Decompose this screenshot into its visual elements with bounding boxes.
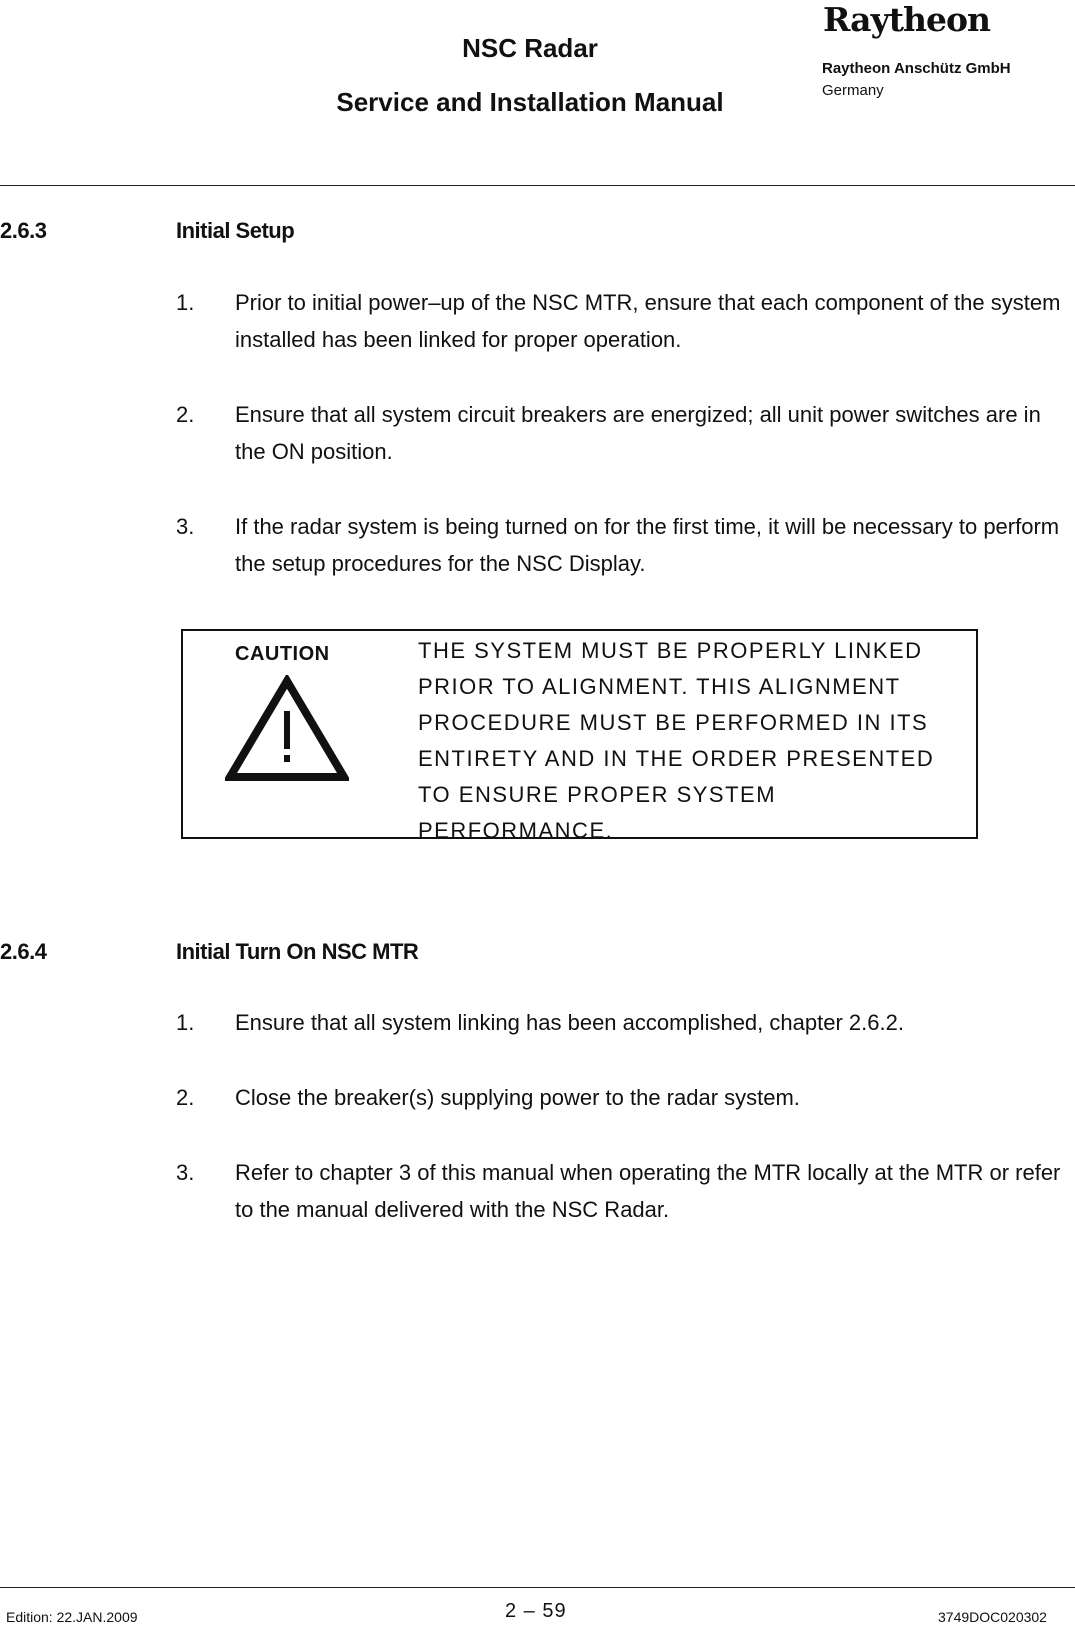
section-title: Initial Turn On NSC MTR [176,939,419,964]
step-text: Refer to chapter 3 of this manual when operating the MTR locally at the MTR or refer to the manual delivered with the NSC Radar. [235,1160,1061,1222]
step-number: 1. [176,290,195,315]
list-item [176,1004,1066,1041]
footer-divider [0,1587,1075,1588]
section-number: 2.6.4 [0,939,47,964]
turn-on-steps-list [176,1004,1066,1266]
step-text: Close the breaker(s) supplying power to the radar system. [235,1085,800,1110]
step-text: Prior to initial power–up of the NSC MTR, ensure that each component of the system installed has been linked for proper operation. [235,290,1061,352]
caution-label: CAUTION [235,643,330,665]
caution-text: THE SYSTEM MUST BE PROPERLY LINKED PRIOR TO ALIGNMENT. THIS ALIGNMENT PROCEDURE MUST BE PERFORMED IN ITS ENTIRETY AND IN THE ORDER PRESENTED TO ENSURE PROPER SYSTEM PERFORMANCE. [418,638,935,843]
company-logo: Raytheon [823,0,990,39]
step-number: 3. [176,514,195,539]
company-country: Germany [822,82,884,99]
page-number: 2 – 59 [505,1600,567,1622]
step-number: 2. [176,402,195,427]
step-text: Ensure that all system circuit breakers are energized; all unit power switches are in the ON position. [235,402,1041,464]
list-item [176,1154,1066,1228]
step-number: 2. [176,1085,195,1110]
document-title: NSC Radar [462,33,598,63]
warning-triangle-icon [225,675,349,783]
section-number: 2.6.3 [0,218,47,243]
company-name: Raytheon Anschütz GmbH [822,60,1011,77]
list-item [176,284,1066,358]
step-text: If the radar system is being turned on for the first time, it will be necessary to perform the setup procedures for the NSC Display. [235,514,1060,576]
edition-date: Edition: 22.JAN.2009 [6,1609,138,1625]
list-item [176,1079,1066,1116]
header-divider [0,185,1075,186]
document-subtitle: Service and Installation Manual [336,87,724,117]
section-title: Initial Setup [176,218,295,243]
document-id: 3749DOC020302 [938,1609,1047,1625]
list-item [176,396,1066,470]
list-item [176,508,1066,582]
caution-box [181,629,978,843]
setup-steps-list [176,284,1066,620]
step-number: 3. [176,1160,195,1185]
step-number: 1. [176,1010,195,1035]
step-text: Ensure that all system linking has been accomplished, chapter 2.6.2. [235,1010,904,1035]
